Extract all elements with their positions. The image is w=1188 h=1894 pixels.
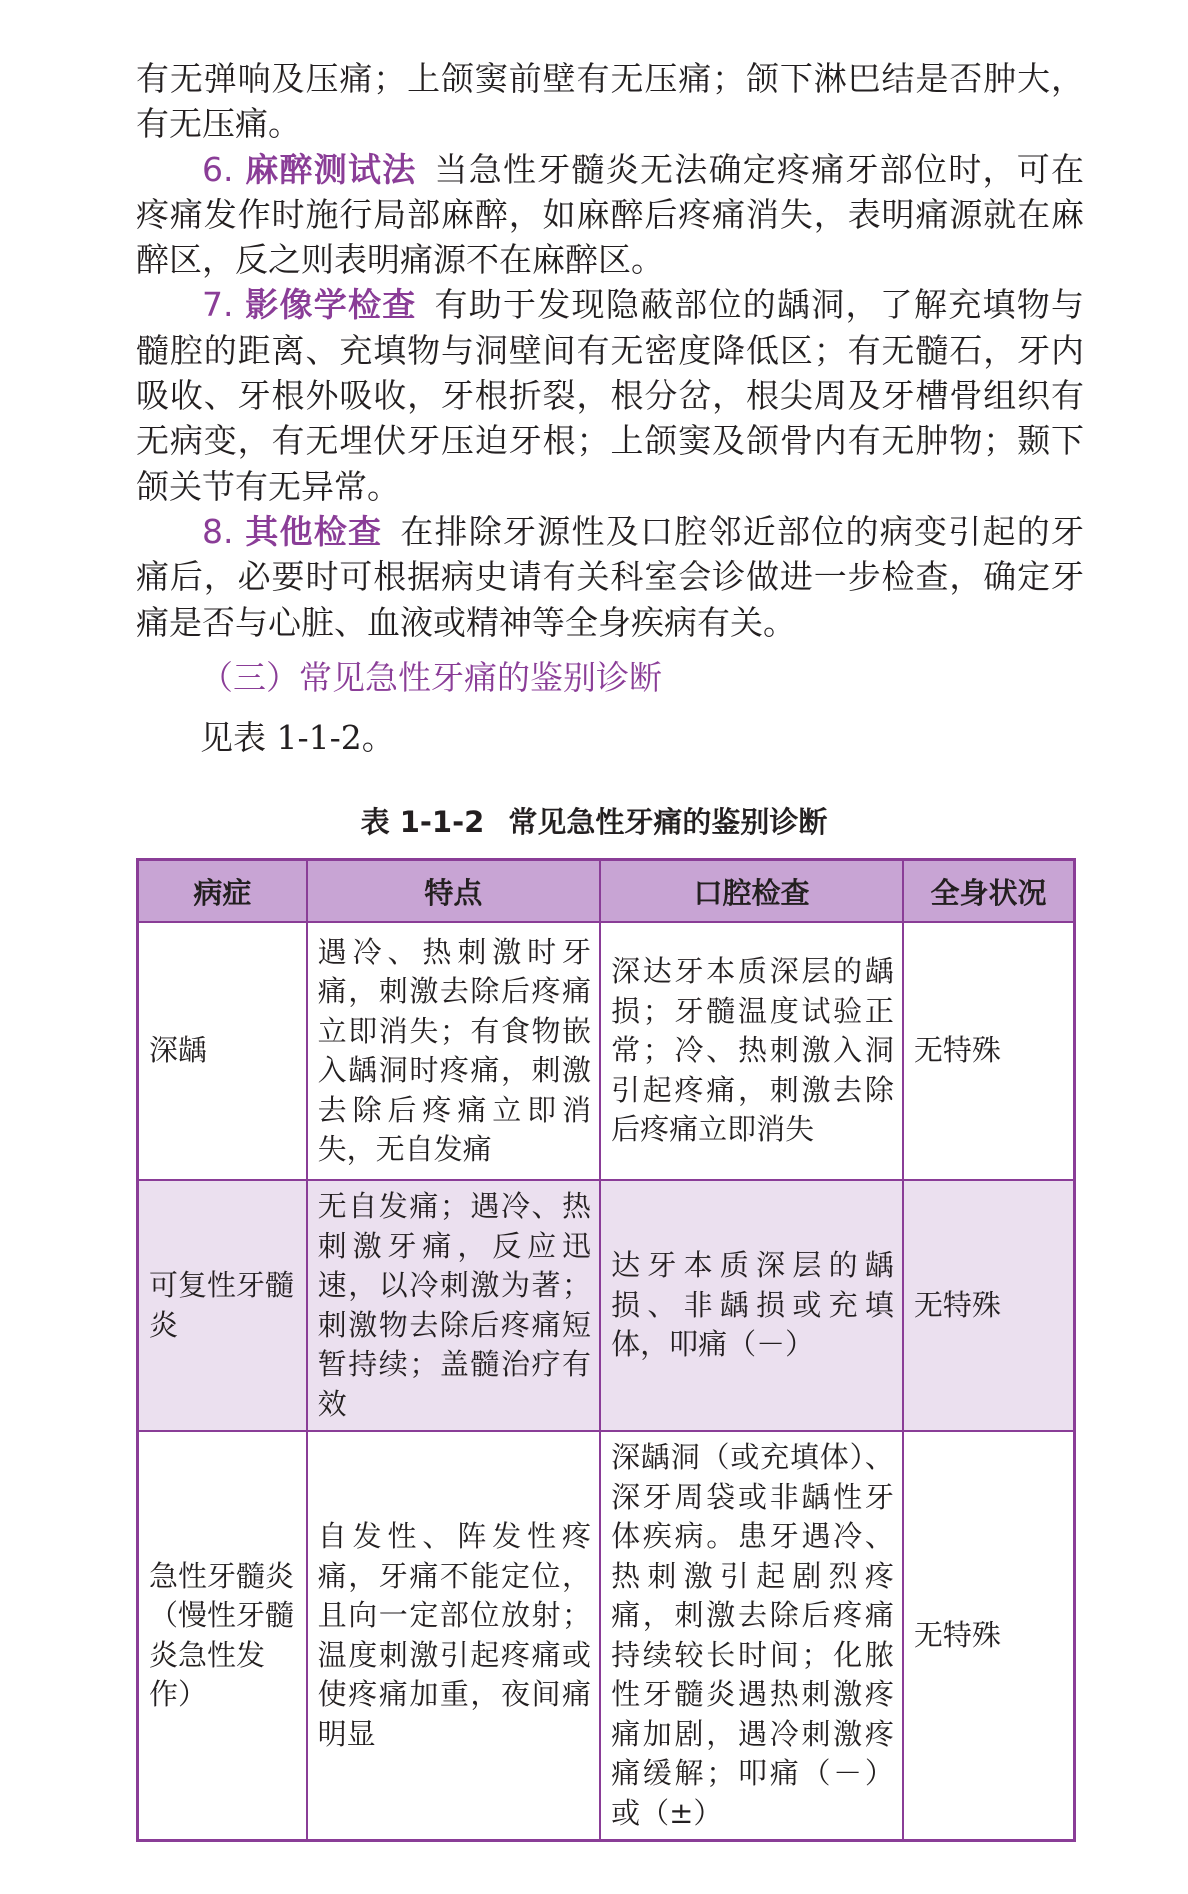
cell-features: 无自发痛；遇冷、热刺激牙痛，反应迅速，以冷刺激为著；刺激物去除后疼痛短暂持续；盖髓治疗有效 bbox=[307, 1180, 600, 1431]
table-row bbox=[138, 922, 1075, 1180]
table-caption-title: 常见急性牙痛的鉴别诊断 bbox=[508, 805, 828, 839]
header-oral-exam: 口腔检查 bbox=[600, 860, 903, 923]
cell-systemic: 无特殊 bbox=[903, 922, 1075, 1180]
table-caption bbox=[0, 800, 1188, 841]
cell-oral-exam: 深龋洞（或充填体）、深牙周袋或非龋性牙体疾病。患牙遇冷、热刺激引起剧烈疼痛，刺激去除后疼痛持续较长时间；化脓性牙髓炎遇热刺激疼痛加剧，遇冷刺激疼痛缓解；叩痛（－）或（±） bbox=[600, 1431, 903, 1841]
header-features: 特点 bbox=[307, 860, 600, 923]
item-8-text: 在排除牙源性及口腔邻近部位的病变引起的牙痛后，必要时可根据病史请有关科室会诊做进一步检查，确定牙痛是否与心脏、血液或精神等全身疾病有关。 bbox=[136, 511, 1084, 642]
item-8-paragraph bbox=[136, 509, 1084, 645]
item-6-text: 当急性牙髓炎无法确定疼痛牙部位时，可在疼痛发作时施行局部麻醉，如麻醉后疼痛消失，表明痛源就在麻醉区，反之则表明痛源不在麻醉区。 bbox=[136, 149, 1084, 280]
item-7-paragraph bbox=[136, 282, 1084, 508]
body-text bbox=[136, 56, 1084, 645]
item-7-number: 7. bbox=[202, 285, 234, 325]
cell-oral-exam: 达牙本质深层的龋损、非龋损或充填体，叩痛（－） bbox=[600, 1180, 903, 1431]
table-row bbox=[138, 1431, 1075, 1841]
item-8-number: 8. bbox=[202, 511, 234, 551]
table-row bbox=[138, 1180, 1075, 1431]
see-table-reference: 见表 1-1-2。 bbox=[200, 718, 395, 757]
cell-disease: 深龋 bbox=[138, 922, 307, 1180]
cell-systemic: 无特殊 bbox=[903, 1180, 1075, 1431]
cell-features: 自发性、阵发性疼痛，牙痛不能定位，且向一定部位放射；温度刺激引起疼痛或使疼痛加重，夜间痛明显 bbox=[307, 1431, 600, 1841]
cell-oral-exam: 深达牙本质深层的龋损；牙髓温度试验正常；冷、热刺激入洞引起疼痛，刺激去除后疼痛立即消失 bbox=[600, 922, 903, 1180]
item-8-title: 其他检查 bbox=[245, 511, 383, 551]
section-heading: （三）常见急性牙痛的鉴别诊断 bbox=[200, 658, 662, 697]
cell-disease: 可复性牙髓炎 bbox=[138, 1180, 307, 1431]
item-6-paragraph bbox=[136, 147, 1084, 283]
header-disease: 病症 bbox=[138, 860, 307, 923]
table-caption-number: 表 1-1-2 bbox=[360, 805, 485, 839]
cell-disease: 急性牙髓炎（慢性牙髓炎急性发作） bbox=[138, 1431, 307, 1841]
item-7-title: 影像学检查 bbox=[245, 285, 417, 325]
item-6-number: 6. bbox=[202, 149, 234, 189]
differential-diagnosis-table bbox=[136, 858, 1076, 1842]
cell-features: 遇冷、热刺激时牙痛，刺激去除后疼痛立即消失；有食物嵌入龋洞时疼痛，刺激去除后疼痛立即消失，无自发痛 bbox=[307, 922, 600, 1180]
item-6-title: 麻醉测试法 bbox=[245, 149, 417, 189]
cell-systemic: 无特殊 bbox=[903, 1431, 1075, 1841]
intro-paragraph: 有无弹响及压痛；上颌窦前壁有无压痛；颌下淋巴结是否肿大，有无压痛。 bbox=[136, 59, 1084, 144]
item-7-text: 有助于发现隐蔽部位的龋洞，了解充填物与髓腔的距离、充填物与洞壁间有无密度降低区；有无髓石，牙内吸收、牙根外吸收，牙根折裂，根分岔，根尖周及牙槽骨组织有无病变，有无埋伏牙压迫牙根；上颌窦及颌骨内有无肿物；颞下颌关节有无异常。 bbox=[136, 285, 1084, 506]
table-header-row bbox=[138, 860, 1075, 923]
header-systemic: 全身状况 bbox=[903, 860, 1075, 923]
